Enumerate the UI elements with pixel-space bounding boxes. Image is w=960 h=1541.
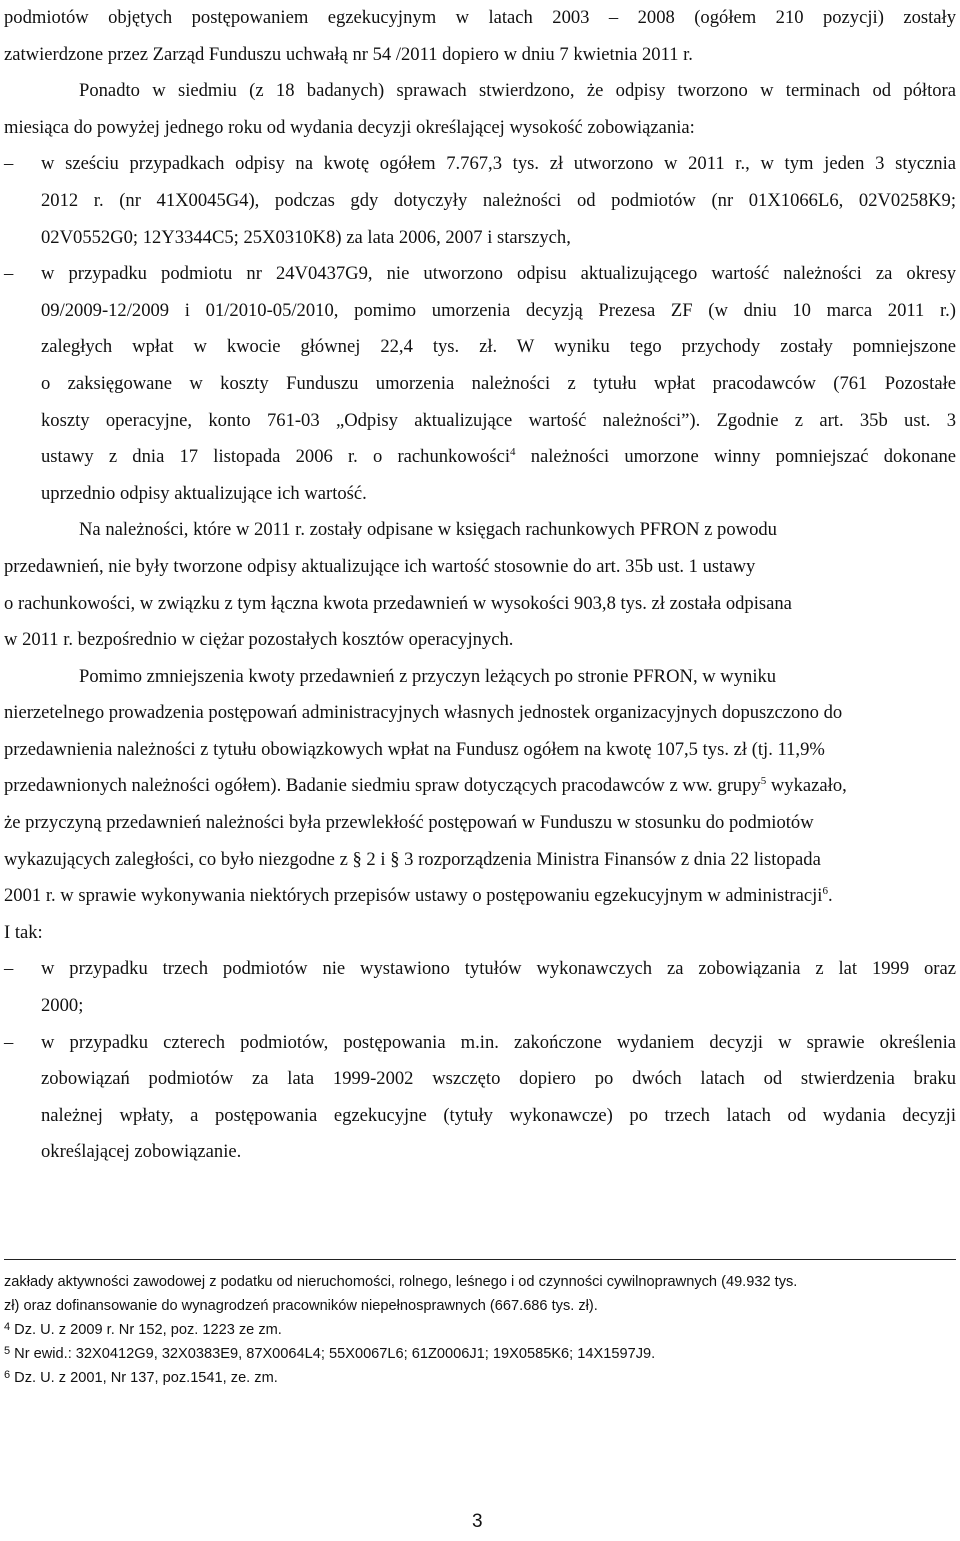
dash-bullet: – bbox=[4, 153, 14, 175]
footnote-5 bbox=[4, 1342, 956, 1366]
text-line: w sześciu przypadkach odpisy na kwotę ogółem 7.767,3 tys. zł utworzono w 2011 r., w tym jeden 3 stycznia bbox=[41, 153, 956, 175]
text-line: koszty operacyjne, konto 761-03 „Odpisy aktualizujące wartość należności”). Zgodnie z art. 35b ust. 3 bbox=[41, 409, 956, 431]
text-line: zobowiązań podmiotów za lata 1999-2002 wszczęto dopiero po dwóch latach od stwierdzenia braku bbox=[41, 1068, 956, 1090]
paragraph bbox=[4, 512, 956, 658]
text-line: zaległych wpłat w kwocie głównej 22,4 tys. zł. W wyniku tego przychody zostały pomniejszone bbox=[41, 336, 956, 358]
page-number: 3 bbox=[472, 1511, 483, 1532]
text-line: w przypadku czterech podmiotów, postępowania m.in. zakończone wydaniem decyzji w sprawie określenia bbox=[41, 1031, 956, 1053]
dash-bullet: – bbox=[4, 958, 14, 980]
text-line: w 2011 r. bezpośrednio w ciężar pozostałych kosztów operacyjnych. bbox=[4, 629, 514, 651]
text-line: w przypadku trzech podmiotów nie wystawiono tytułów wykonawczych za zobowiązania z lat 1999 oraz bbox=[41, 958, 956, 980]
text-line: uprzednio odpisy aktualizujące ich wartość. bbox=[41, 482, 367, 504]
text-fragment: przedawnionych należności ogółem). Badanie siedmiu spraw dotyczących pracodawców z ww. grupy bbox=[4, 775, 761, 797]
text-line: nierzetelnego prowadzenia postępowań administracyjnych własnych jednostek organizacyjnych dopuszczono do bbox=[4, 702, 843, 724]
text-line: o zaksięgowane w koszty Funduszu umorzenia należności z tytułu wpłat pracodawców (761 Pozostałe bbox=[41, 372, 956, 394]
paragraph-continuation bbox=[4, 0, 956, 73]
list-item bbox=[4, 1025, 956, 1171]
footnote-number: 6 bbox=[4, 1369, 11, 1381]
text-line: 2012 r. (nr 41X0045G4), podczas gdy dotyczyły należności od podmiotów (nr 01X1066L6, 02V0258K9; bbox=[41, 189, 956, 211]
list-item bbox=[4, 256, 956, 512]
footnote-separator bbox=[4, 1259, 956, 1260]
dash-bullet: – bbox=[4, 263, 14, 285]
text-line: I tak: bbox=[4, 921, 43, 943]
footnote-text: Dz. U. z 2009 r. Nr 152, poz. 1223 ze zm. bbox=[10, 1322, 282, 1338]
text-line: w przypadku podmiotu nr 24V0437G9, nie utworzono odpisu aktualizującego wartość należności za okresy bbox=[41, 263, 956, 285]
text-line: Ponadto w siedmiu (z 18 badanych) sprawach stwierdzono, że odpisy tworzono w terminach od półtora bbox=[79, 80, 956, 102]
footnote-4 bbox=[4, 1318, 956, 1342]
text-line: 02V0552G0; 12Y3344C5; 25X0310K8) za lata 2006, 2007 i starszych, bbox=[41, 226, 571, 248]
text-line bbox=[4, 768, 956, 805]
text-line: należnej wpłaty, a postępowania egzekucyjne (tytuły wykonawcze) po trzech latach od wydania decyzji bbox=[41, 1104, 956, 1126]
footnote-6 bbox=[4, 1366, 956, 1390]
paragraph bbox=[4, 73, 956, 146]
text-line: podmiotów objętych postępowaniem egzekucyjnym w latach 2003 – 2008 (ogółem 210 pozycji) zostały bbox=[4, 7, 956, 28]
text-fragment: ustawy z dnia 17 listopada 2006 r. o rachunkowości bbox=[41, 446, 511, 468]
footnote-continuation: zakłady aktywności zawodowej z podatku od nieruchomości, rolnego, leśnego i od czynności cywilnoprawnych (49.932 tys. bbox=[4, 1274, 798, 1290]
footnote-number: 4 bbox=[4, 1321, 11, 1333]
footnote-text: Nr ewid.: 32X0412G9, 32X0383E9, 87X0064L4; 55X0067L6; 61Z0006J1; 19X0585K6; 14X1597J9. bbox=[10, 1346, 656, 1362]
footnote-ref: 4 bbox=[510, 445, 516, 458]
text-fragment: wykazało, bbox=[766, 775, 847, 797]
text-line bbox=[4, 878, 956, 915]
main-text bbox=[4, 0, 956, 1171]
dash-bullet: – bbox=[4, 1031, 14, 1053]
footnote-ref: 6 bbox=[822, 885, 828, 898]
text-fragment: należności umorzone winny pomniejszać dokonane bbox=[515, 446, 956, 468]
text-line: Pomimo zmniejszenia kwoty przedawnień z przyczyn leżących po stronie PFRON, w wyniku bbox=[79, 665, 777, 687]
text-line: wykazujących zaległości, co było niezgodne z § 2 i § 3 rozporządzenia Ministra Finansów z dnia 22 listopada bbox=[4, 848, 821, 870]
text-line: 09/2009-12/2009 i 01/2010-05/2010, pomimo umorzenia decyzją Prezesa ZF (w dniu 10 marca 2011 r.) bbox=[41, 299, 956, 321]
text-fragment: . bbox=[827, 885, 833, 907]
text-line: że przyczyną przedawnień należności była przewlekłość postępowań w Funduszu w stosunku do podmiotów bbox=[4, 812, 814, 834]
text-line: 2000; bbox=[41, 995, 84, 1017]
text-line: zatwierdzone przez Zarząd Funduszu uchwałą nr 54 /2011 dopiero w dniu 7 kwietnia 2011 r. bbox=[4, 43, 693, 65]
text-line: przedawnienia należności z tytułu obowiązkowych wpłat na Fundusz ogółem na kwotę 107,5 tys. zł (tj. 11,9% bbox=[4, 738, 825, 760]
footnote-continuation: zł) oraz dofinansowanie do wynagrodzeń pracowników niepełnosprawnych (667.686 tys. zł). bbox=[4, 1298, 598, 1314]
text-line: określającej zobowiązanie. bbox=[41, 1141, 242, 1163]
footnote-text: Dz. U. z 2001, Nr 137, poz.1541, ze. zm. bbox=[10, 1370, 278, 1386]
list-item bbox=[4, 951, 956, 1024]
text-fragment: 2001 r. w sprawie wykonywania niektórych przepisów ustawy o postępowaniu egzekucyjnym w administracji bbox=[4, 885, 823, 907]
text-line bbox=[4, 439, 956, 476]
paragraph bbox=[4, 659, 956, 915]
text-line: o rachunkowości, w związku z tym łączna kwota przedawnień w wysokości 903,8 tys. zł została odpisana bbox=[4, 592, 792, 614]
list-item bbox=[4, 146, 956, 256]
text-line: miesiąca do powyżej jednego roku od wydania decyzji określającej wysokość zobowiązania: bbox=[4, 116, 695, 138]
footnote-ref: 5 bbox=[760, 775, 767, 788]
footnotes bbox=[4, 1270, 956, 1390]
footnote-number: 5 bbox=[4, 1345, 11, 1357]
text-line: przedawnień, nie były tworzone odpisy aktualizujące ich wartość stosownie do art. 35b ust. 1 ustawy bbox=[4, 555, 756, 577]
text-line: Na należności, które w 2011 r. zostały odpisane w księgach rachunkowych PFRON z powodu bbox=[79, 519, 777, 541]
